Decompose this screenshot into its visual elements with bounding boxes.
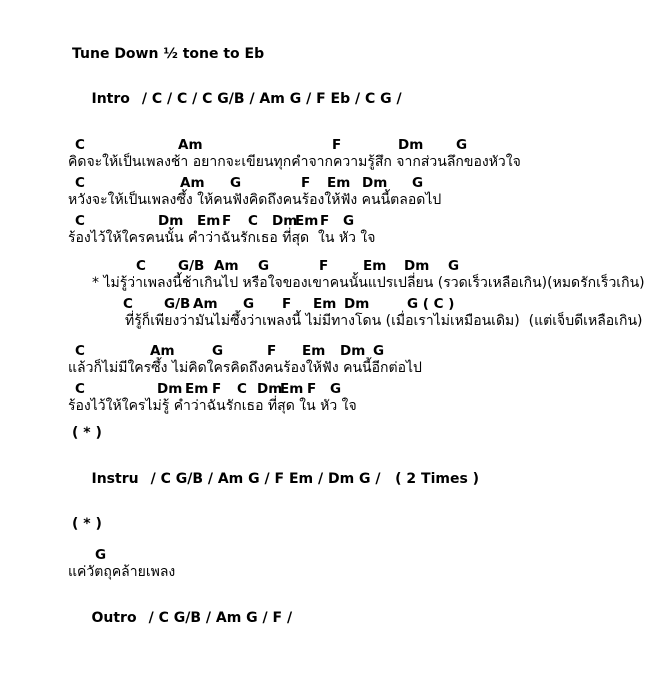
lyric-line: ที่รู้ก็เพียงว่ามันไม่ซึ้งว่าเพลงนี้ ไม่มีทางโดน (เมื่อเราไม่เหมือนเดิม) (แต่เจ็บดีเหลือเกิน)	[125, 313, 643, 329]
chord: C	[75, 213, 85, 229]
chord-line	[0, 213, 666, 229]
chord-lyric-row	[0, 343, 666, 377]
intro-line	[0, 75, 666, 123]
star-repeat-mark: ( * )	[72, 425, 102, 441]
chord-lyric-row	[0, 381, 666, 415]
chord: F	[307, 381, 317, 397]
chord: Em	[185, 381, 209, 397]
chord: G	[258, 258, 270, 274]
chord-line	[0, 547, 666, 563]
chord-lyric-row	[0, 213, 666, 247]
chord-lyric-row	[0, 258, 666, 292]
chord: G	[373, 343, 385, 359]
chord: Dm	[158, 213, 184, 229]
chord-lyric-row	[0, 296, 666, 330]
chord: Em	[363, 258, 387, 274]
chord-line	[0, 258, 666, 274]
chord: Am	[214, 258, 239, 274]
chord: Am	[193, 296, 218, 312]
chord: C	[75, 343, 85, 359]
instru-line	[0, 455, 666, 503]
chord-line	[0, 137, 666, 153]
chord: Em	[197, 213, 221, 229]
lyric-line: แล้วก็ไม่มีใครซึ้ง ไม่คิดใครคิดถึงคนร้องให้ฟัง คนนี้อีกต่อไป	[68, 360, 422, 376]
section-verse1	[0, 137, 666, 247]
lyric-line: ร้องไว้ให้ใครไม่รู้ คำว่าฉันรักเธอ ที่สุด ใน หัว ใจ	[68, 398, 357, 414]
chord: G	[330, 381, 342, 397]
chord: Dm	[398, 137, 424, 153]
chord: Dm	[362, 175, 388, 191]
lyric-line: * ไม่รู้ว่าเพลงนี้ช้าเกินไป หรือใจของเขาคนนั้นแปรเปลี่ยน (รวดเร็วเหลือเกิน)(หมดรักเร็วเกิน)	[92, 275, 645, 291]
chord: Em	[327, 175, 351, 191]
outro-label: Outro	[91, 610, 137, 626]
chord: F	[212, 381, 222, 397]
tuning-note: Tune Down ½ tone to Eb	[72, 46, 265, 62]
chord: Em	[313, 296, 337, 312]
chord: Dm	[257, 381, 283, 397]
chord: F	[332, 137, 342, 153]
lyric-line: คิดจะให้เป็นเพลงช้า อยากจะเขียนทุกคำจากความรู้สึก จากส่วนลึกของหัวใจ	[68, 154, 521, 170]
chord: G/B	[164, 296, 191, 312]
chord: Dm	[404, 258, 430, 274]
section-chorus	[0, 258, 666, 330]
intro-label: Intro	[91, 91, 130, 107]
chord: Dm	[344, 296, 370, 312]
chord: Am	[180, 175, 205, 191]
lyric-line: แค่วัตถุคล้ายเพลง	[68, 564, 176, 580]
chord-lyric-row	[0, 137, 666, 171]
chord: C	[136, 258, 146, 274]
lyric-line: หวังจะให้เป็นเพลงซึ้ง ให้คนฟังคิดถึงคนร้องให้ฟัง คนนี้ตลอดไป	[68, 192, 442, 208]
chord: G	[243, 296, 255, 312]
section-verse2	[0, 343, 666, 415]
chord: Em	[295, 213, 319, 229]
chord: C	[123, 296, 133, 312]
star-repeat-mark: ( * )	[72, 516, 102, 532]
chord: F	[267, 343, 277, 359]
chord: G	[95, 547, 107, 563]
chord: C	[237, 381, 247, 397]
chord: Am	[178, 137, 203, 153]
chord: F	[320, 213, 330, 229]
chord: Dm	[340, 343, 366, 359]
chord: G/B	[178, 258, 205, 274]
chord: Am	[150, 343, 175, 359]
chord: C	[248, 213, 258, 229]
chord: Em	[302, 343, 326, 359]
chord: C	[75, 381, 85, 397]
chord: G	[448, 258, 460, 274]
instru-label: Instru	[91, 471, 139, 487]
outro-line	[0, 594, 666, 642]
chord-lyric-row	[0, 547, 666, 581]
chord: Dm	[272, 213, 298, 229]
chord: G	[412, 175, 424, 191]
lyric-line: ร้องไว้ให้ใครคนนั้น คำว่าฉันรักเธอ ที่สุด ใน หัว ใจ	[68, 230, 376, 246]
chord-line	[0, 381, 666, 397]
chord: F	[301, 175, 311, 191]
chord: C	[75, 175, 85, 191]
intro-progression: / C / C / C G/B / Am G / F Eb / C G /	[141, 91, 402, 107]
chord: F	[319, 258, 329, 274]
outro-progression: / C G/B / Am G / F /	[148, 610, 293, 626]
chord: G ( C )	[407, 296, 455, 312]
chord: G	[456, 137, 468, 153]
chord: F	[282, 296, 292, 312]
chord-line	[0, 175, 666, 191]
section-coda	[0, 547, 666, 581]
chord: Dm	[157, 381, 183, 397]
chord: G	[343, 213, 355, 229]
chord-lyric-row	[0, 175, 666, 209]
chord: Em	[280, 381, 304, 397]
chord: G	[230, 175, 242, 191]
instru-progression: / C G/B / Am G / F Em / Dm G / ( 2 Times )	[150, 471, 480, 487]
chord: C	[75, 137, 85, 153]
chord-line	[0, 296, 666, 312]
chord-line	[0, 343, 666, 359]
chord: G	[212, 343, 224, 359]
chord: F	[222, 213, 232, 229]
